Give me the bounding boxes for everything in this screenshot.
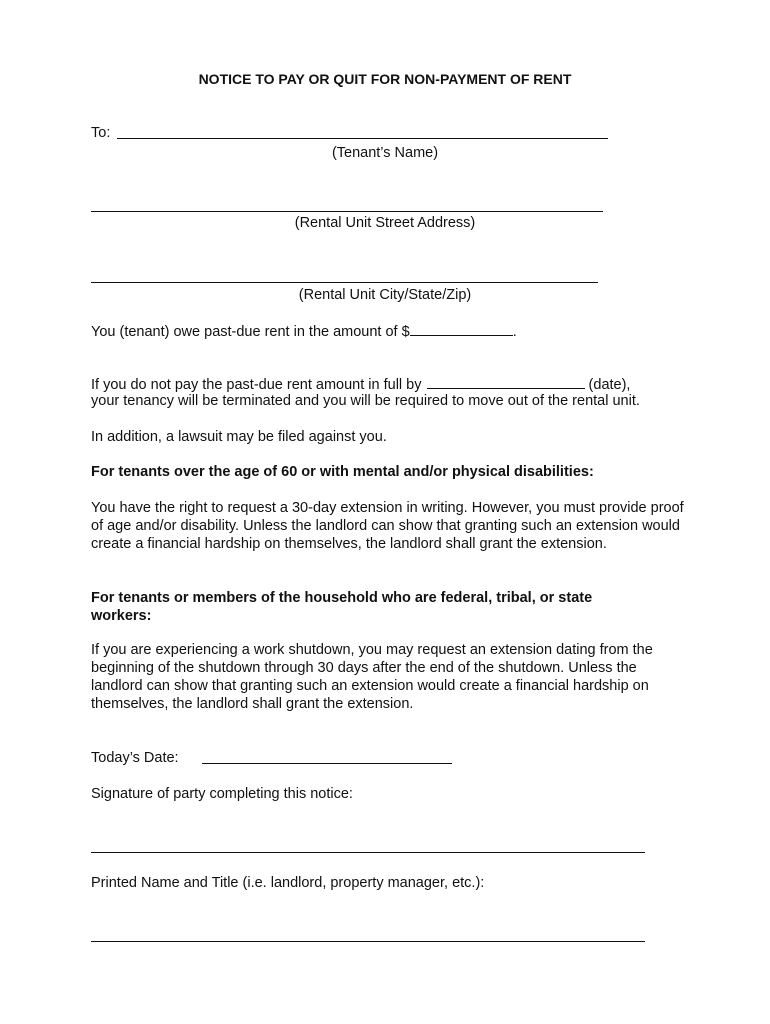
amount-owed-text: You (tenant) owe past-due rent in the amount of $ (91, 324, 410, 340)
todays-date-label: Today’s Date: (91, 750, 179, 766)
workers-body: If you are experiencing a work shutdown, you may request an extension dating from the beginning of the shutdown through 30 days after the end of the shutdown. Unless the landlord can show that granting such an extension would create a financial hardship on themselves, the landlord shall grant the extension. (91, 642, 653, 712)
signature-label: Signature of party completing this notice: (91, 786, 353, 802)
amount-owed-line (91, 321, 517, 341)
printed-name-field[interactable] (91, 941, 645, 942)
amount-owed-period: . (512, 324, 517, 340)
deadline-line (91, 374, 630, 394)
todays-date-field[interactable] (202, 763, 452, 764)
amount-owed-field[interactable] (410, 321, 513, 336)
tenant-name-caption: (Tenant’s Name) (331, 145, 439, 161)
street-address-caption: (Rental Unit Street Address) (294, 215, 476, 231)
termination-text: your tenancy will be terminated and you will be required to move out of the rental unit. (91, 393, 640, 409)
street-address-field[interactable] (91, 211, 603, 212)
document-title: NOTICE TO PAY OR QUIT FOR NON-PAYMENT OF RENT (198, 71, 572, 87)
tenant-name-field[interactable] (117, 138, 608, 139)
city-state-zip-caption: (Rental Unit City/State/Zip) (298, 287, 472, 303)
deadline-text: If you do not pay the past-due rent amount in full by (91, 377, 422, 393)
city-state-zip-field[interactable] (91, 282, 598, 283)
printed-name-label: Printed Name and Title (i.e. landlord, property manager, etc.): (91, 875, 485, 891)
seniors-heading: For tenants over the age of 60 or with mental and/or physical disabilities: (91, 464, 594, 480)
signature-field[interactable] (91, 852, 645, 853)
seniors-body: You have the right to request a 30-day extension in writing. However, you must provide proof of age and/or disability. Unless the landlord can show that granting such an extension would create a financial hardship on themselves, the landlord shall grant the extension. (91, 500, 684, 552)
deadline-date-label: (date), (588, 377, 631, 393)
lawsuit-text: In addition, a lawsuit may be filed against you. (91, 429, 387, 445)
deadline-date-field[interactable] (427, 374, 585, 389)
to-label: To: (91, 125, 111, 141)
workers-heading: For tenants or members of the household who are federal, tribal, or state workers: (91, 590, 593, 624)
